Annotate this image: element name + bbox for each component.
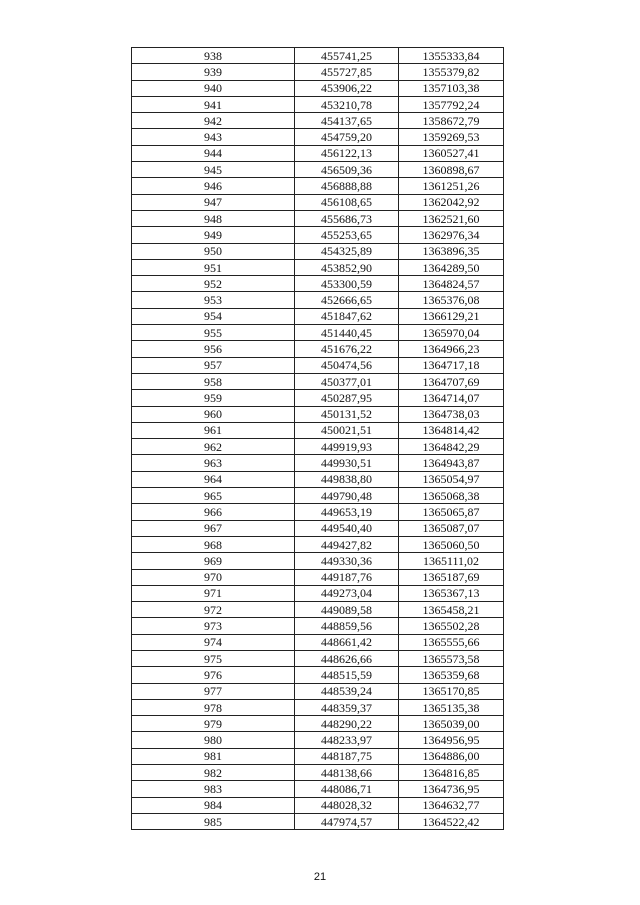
table-row <box>132 406 504 422</box>
table-row <box>132 667 504 683</box>
x-coordinate-cell: 448290,22 <box>295 716 399 732</box>
x-coordinate-cell: 455741,25 <box>295 48 399 64</box>
y-coordinate-cell: 1365135,38 <box>399 699 504 715</box>
table-row <box>132 64 504 80</box>
point-number-cell: 952 <box>132 276 295 292</box>
y-coordinate-cell: 1365573,58 <box>399 650 504 666</box>
table-row <box>132 48 504 64</box>
table-row <box>132 145 504 161</box>
table-row <box>132 536 504 552</box>
point-number-cell: 954 <box>132 308 295 324</box>
x-coordinate-cell: 450474,56 <box>295 357 399 373</box>
point-number-cell: 944 <box>132 145 295 161</box>
x-coordinate-cell: 456108,65 <box>295 194 399 210</box>
point-number-cell: 949 <box>132 227 295 243</box>
y-coordinate-cell: 1365087,07 <box>399 520 504 536</box>
y-coordinate-cell: 1357103,38 <box>399 80 504 96</box>
x-coordinate-cell: 449930,51 <box>295 455 399 471</box>
table-row <box>132 390 504 406</box>
y-coordinate-cell: 1364717,18 <box>399 357 504 373</box>
point-number-cell: 960 <box>132 406 295 422</box>
table-row <box>132 716 504 732</box>
x-coordinate-cell: 453210,78 <box>295 96 399 112</box>
point-number-cell: 969 <box>132 553 295 569</box>
table-row <box>132 373 504 389</box>
y-coordinate-cell: 1365111,02 <box>399 553 504 569</box>
y-coordinate-cell: 1366129,21 <box>399 308 504 324</box>
x-coordinate-cell: 448086,71 <box>295 781 399 797</box>
y-coordinate-cell: 1364886,00 <box>399 748 504 764</box>
point-number-cell: 971 <box>132 585 295 601</box>
point-number-cell: 950 <box>132 243 295 259</box>
y-coordinate-cell: 1365367,13 <box>399 585 504 601</box>
y-coordinate-cell: 1364738,03 <box>399 406 504 422</box>
table-row <box>132 504 504 520</box>
x-coordinate-cell: 450021,51 <box>295 422 399 438</box>
x-coordinate-cell: 456888,88 <box>295 178 399 194</box>
x-coordinate-cell: 449540,40 <box>295 520 399 536</box>
point-number-cell: 976 <box>132 667 295 683</box>
point-number-cell: 948 <box>132 210 295 226</box>
y-coordinate-cell: 1365359,68 <box>399 667 504 683</box>
point-number-cell: 978 <box>132 699 295 715</box>
y-coordinate-cell: 1365187,69 <box>399 569 504 585</box>
table-row <box>132 194 504 210</box>
x-coordinate-cell: 449187,76 <box>295 569 399 585</box>
x-coordinate-cell: 455727,85 <box>295 64 399 80</box>
table-row <box>132 96 504 112</box>
table-row <box>132 732 504 748</box>
y-coordinate-cell: 1362976,34 <box>399 227 504 243</box>
point-number-cell: 968 <box>132 536 295 552</box>
table-row <box>132 618 504 634</box>
table-row <box>132 210 504 226</box>
x-coordinate-cell: 447974,57 <box>295 813 399 829</box>
table-row <box>132 650 504 666</box>
table-row <box>132 357 504 373</box>
y-coordinate-cell: 1364966,23 <box>399 341 504 357</box>
y-coordinate-cell: 1363896,35 <box>399 243 504 259</box>
coordinates-table <box>131 47 504 830</box>
x-coordinate-cell: 448539,24 <box>295 683 399 699</box>
x-coordinate-cell: 453906,22 <box>295 80 399 96</box>
y-coordinate-cell: 1365376,08 <box>399 292 504 308</box>
x-coordinate-cell: 448138,66 <box>295 765 399 781</box>
point-number-cell: 959 <box>132 390 295 406</box>
x-coordinate-cell: 450131,52 <box>295 406 399 422</box>
table-row <box>132 553 504 569</box>
y-coordinate-cell: 1359269,53 <box>399 129 504 145</box>
y-coordinate-cell: 1365065,87 <box>399 504 504 520</box>
y-coordinate-cell: 1365039,00 <box>399 716 504 732</box>
table-row <box>132 748 504 764</box>
x-coordinate-cell: 456509,36 <box>295 162 399 178</box>
table-row <box>132 162 504 178</box>
point-number-cell: 951 <box>132 259 295 275</box>
table-row <box>132 781 504 797</box>
point-number-cell: 941 <box>132 96 295 112</box>
point-number-cell: 972 <box>132 602 295 618</box>
table-row <box>132 308 504 324</box>
point-number-cell: 979 <box>132 716 295 732</box>
x-coordinate-cell: 448359,37 <box>295 699 399 715</box>
point-number-cell: 940 <box>132 80 295 96</box>
y-coordinate-cell: 1364736,95 <box>399 781 504 797</box>
x-coordinate-cell: 451676,22 <box>295 341 399 357</box>
y-coordinate-cell: 1357792,24 <box>399 96 504 112</box>
table-row <box>132 243 504 259</box>
x-coordinate-cell: 448515,59 <box>295 667 399 683</box>
x-coordinate-cell: 449330,36 <box>295 553 399 569</box>
table-row <box>132 227 504 243</box>
table-row <box>132 178 504 194</box>
point-number-cell: 947 <box>132 194 295 210</box>
point-number-cell: 973 <box>132 618 295 634</box>
point-number-cell: 955 <box>132 325 295 341</box>
point-number-cell: 983 <box>132 781 295 797</box>
table-row <box>132 585 504 601</box>
x-coordinate-cell: 448661,42 <box>295 634 399 650</box>
point-number-cell: 966 <box>132 504 295 520</box>
x-coordinate-cell: 456122,13 <box>295 145 399 161</box>
y-coordinate-cell: 1360898,67 <box>399 162 504 178</box>
point-number-cell: 965 <box>132 488 295 504</box>
y-coordinate-cell: 1364707,69 <box>399 373 504 389</box>
point-number-cell: 961 <box>132 422 295 438</box>
y-coordinate-cell: 1365170,85 <box>399 683 504 699</box>
x-coordinate-cell: 448187,75 <box>295 748 399 764</box>
table-row <box>132 602 504 618</box>
y-coordinate-cell: 1365502,28 <box>399 618 504 634</box>
point-number-cell: 985 <box>132 813 295 829</box>
table-row <box>132 455 504 471</box>
table-row <box>132 471 504 487</box>
table-row <box>132 113 504 129</box>
table-row <box>132 325 504 341</box>
point-number-cell: 980 <box>132 732 295 748</box>
x-coordinate-cell: 449653,19 <box>295 504 399 520</box>
point-number-cell: 946 <box>132 178 295 194</box>
point-number-cell: 943 <box>132 129 295 145</box>
table-row <box>132 569 504 585</box>
point-number-cell: 938 <box>132 48 295 64</box>
x-coordinate-cell: 449838,80 <box>295 471 399 487</box>
point-number-cell: 953 <box>132 292 295 308</box>
point-number-cell: 964 <box>132 471 295 487</box>
x-coordinate-cell: 449919,93 <box>295 439 399 455</box>
table-row <box>132 520 504 536</box>
point-number-cell: 984 <box>132 797 295 813</box>
table-row <box>132 699 504 715</box>
table-row <box>132 276 504 292</box>
point-number-cell: 982 <box>132 765 295 781</box>
x-coordinate-cell: 453300,59 <box>295 276 399 292</box>
y-coordinate-cell: 1364956,95 <box>399 732 504 748</box>
y-coordinate-cell: 1365458,21 <box>399 602 504 618</box>
point-number-cell: 970 <box>132 569 295 585</box>
table-row <box>132 797 504 813</box>
table-row <box>132 341 504 357</box>
point-number-cell: 939 <box>132 64 295 80</box>
table-row <box>132 488 504 504</box>
x-coordinate-cell: 453852,90 <box>295 259 399 275</box>
point-number-cell: 942 <box>132 113 295 129</box>
x-coordinate-cell: 450287,95 <box>295 390 399 406</box>
y-coordinate-cell: 1364824,57 <box>399 276 504 292</box>
y-coordinate-cell: 1365970,04 <box>399 325 504 341</box>
table-row <box>132 292 504 308</box>
y-coordinate-cell: 1364632,77 <box>399 797 504 813</box>
table-row <box>132 439 504 455</box>
table-row <box>132 259 504 275</box>
x-coordinate-cell: 448626,66 <box>295 650 399 666</box>
y-coordinate-cell: 1364842,29 <box>399 439 504 455</box>
y-coordinate-cell: 1365060,50 <box>399 536 504 552</box>
y-coordinate-cell: 1365068,38 <box>399 488 504 504</box>
table-row <box>132 129 504 145</box>
coordinates-table-body <box>132 48 504 830</box>
x-coordinate-cell: 449089,58 <box>295 602 399 618</box>
y-coordinate-cell: 1364714,07 <box>399 390 504 406</box>
x-coordinate-cell: 451440,45 <box>295 325 399 341</box>
point-number-cell: 956 <box>132 341 295 357</box>
x-coordinate-cell: 449427,82 <box>295 536 399 552</box>
point-number-cell: 957 <box>132 357 295 373</box>
x-coordinate-cell: 449273,04 <box>295 585 399 601</box>
y-coordinate-cell: 1358672,79 <box>399 113 504 129</box>
y-coordinate-cell: 1361251,26 <box>399 178 504 194</box>
x-coordinate-cell: 454325,89 <box>295 243 399 259</box>
x-coordinate-cell: 448859,56 <box>295 618 399 634</box>
y-coordinate-cell: 1365555,66 <box>399 634 504 650</box>
point-number-cell: 981 <box>132 748 295 764</box>
table-row <box>132 422 504 438</box>
table-row <box>132 765 504 781</box>
x-coordinate-cell: 449790,48 <box>295 488 399 504</box>
y-coordinate-cell: 1365054,97 <box>399 471 504 487</box>
point-number-cell: 963 <box>132 455 295 471</box>
y-coordinate-cell: 1355379,82 <box>399 64 504 80</box>
y-coordinate-cell: 1362521,60 <box>399 210 504 226</box>
x-coordinate-cell: 455253,65 <box>295 227 399 243</box>
y-coordinate-cell: 1364943,87 <box>399 455 504 471</box>
table-row <box>132 634 504 650</box>
x-coordinate-cell: 448028,32 <box>295 797 399 813</box>
x-coordinate-cell: 452666,65 <box>295 292 399 308</box>
point-number-cell: 962 <box>132 439 295 455</box>
x-coordinate-cell: 448233,97 <box>295 732 399 748</box>
point-number-cell: 977 <box>132 683 295 699</box>
x-coordinate-cell: 451847,62 <box>295 308 399 324</box>
point-number-cell: 945 <box>132 162 295 178</box>
x-coordinate-cell: 454759,20 <box>295 129 399 145</box>
y-coordinate-cell: 1364289,50 <box>399 259 504 275</box>
y-coordinate-cell: 1362042,92 <box>399 194 504 210</box>
y-coordinate-cell: 1355333,84 <box>399 48 504 64</box>
point-number-cell: 974 <box>132 634 295 650</box>
table-row <box>132 683 504 699</box>
page-number: 21 <box>313 871 327 883</box>
y-coordinate-cell: 1364522,42 <box>399 813 504 829</box>
table-row <box>132 813 504 829</box>
x-coordinate-cell: 450377,01 <box>295 373 399 389</box>
y-coordinate-cell: 1360527,41 <box>399 145 504 161</box>
y-coordinate-cell: 1364814,42 <box>399 422 504 438</box>
point-number-cell: 967 <box>132 520 295 536</box>
x-coordinate-cell: 454137,65 <box>295 113 399 129</box>
point-number-cell: 975 <box>132 650 295 666</box>
y-coordinate-cell: 1364816,85 <box>399 765 504 781</box>
table-row <box>132 80 504 96</box>
point-number-cell: 958 <box>132 373 295 389</box>
x-coordinate-cell: 455686,73 <box>295 210 399 226</box>
